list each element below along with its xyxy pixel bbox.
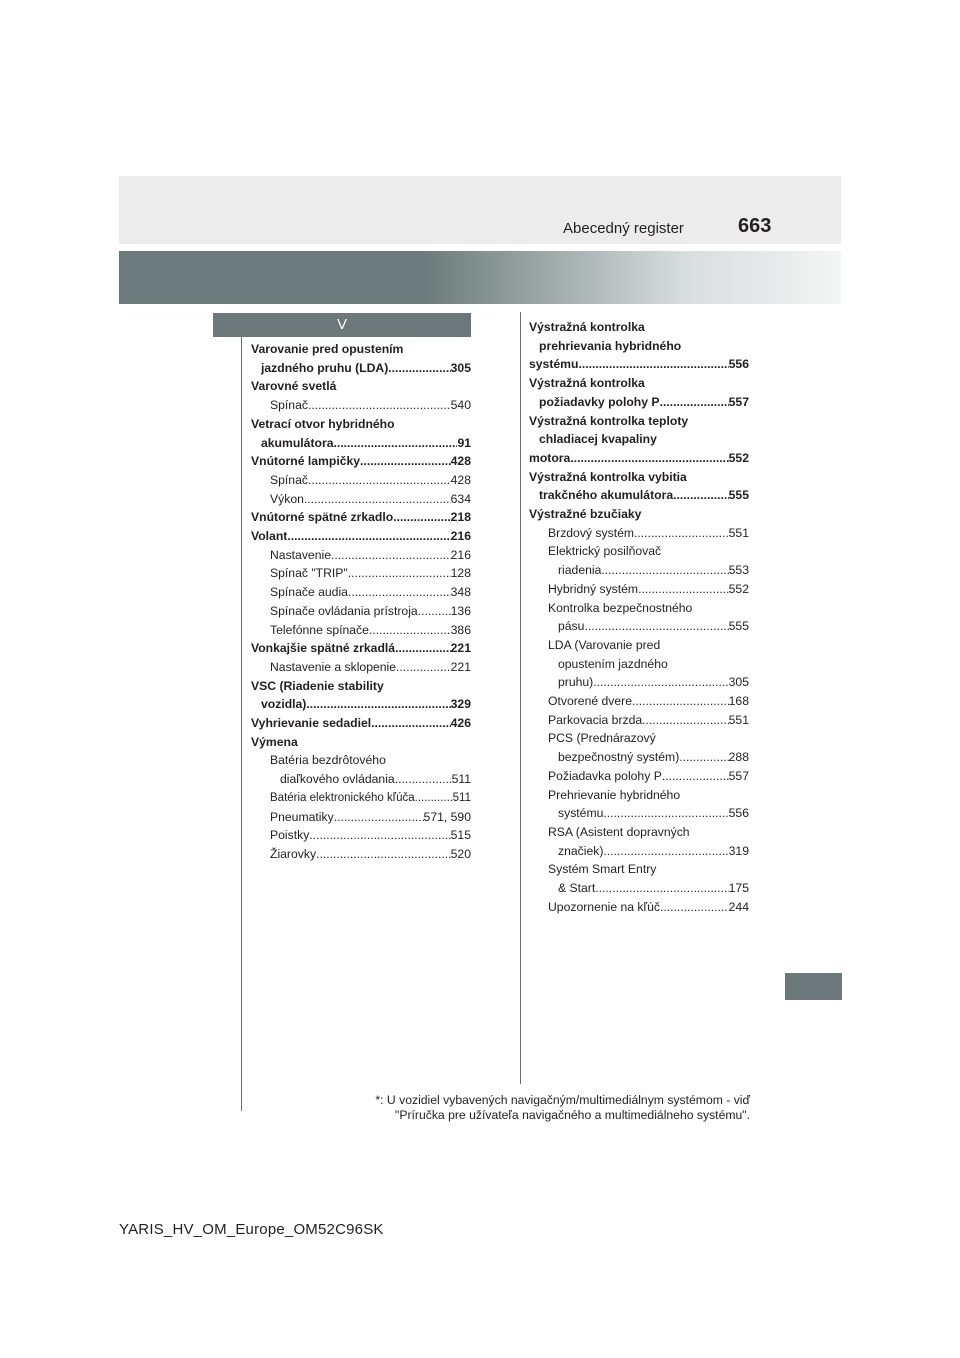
- page-ref: 553: [728, 563, 749, 578]
- entry-text: & Start: [558, 881, 596, 896]
- index-subentry: [251, 658, 471, 677]
- column-divider-middle: [520, 312, 521, 1084]
- page-ref: 168: [728, 694, 749, 709]
- index-entry: [251, 639, 471, 658]
- page-ref: 221: [450, 659, 471, 674]
- entry-text: Žiarovky: [270, 846, 317, 861]
- page-ref: 128: [450, 566, 471, 581]
- index-subentry: [529, 767, 749, 786]
- page-ref: 556: [728, 806, 749, 821]
- index-subentry: [251, 770, 471, 789]
- index-subentry: [529, 748, 749, 767]
- page-ref: 555: [728, 488, 749, 503]
- index-subentry: [529, 898, 749, 917]
- entry-text: systému: [558, 806, 604, 821]
- entry-text: Telefónne spínače: [270, 622, 369, 637]
- entry-text: Spínač: [270, 472, 308, 487]
- index-subentry: [251, 583, 471, 602]
- index-letter-tab: V: [213, 313, 471, 337]
- index-subentry: [529, 804, 749, 823]
- page-ref: 175: [728, 881, 749, 896]
- index-subentry: [251, 808, 471, 827]
- entry-text: systému: [529, 357, 579, 372]
- page-ref: 557: [728, 768, 749, 783]
- page-ref: 305: [450, 360, 471, 375]
- index-subentry: [529, 842, 749, 861]
- entry-text: bezpečnostný systém): [558, 750, 680, 765]
- entry-text: Vyhrievanie sedadiel: [251, 716, 372, 731]
- page-ref: 540: [450, 398, 471, 413]
- index-entry: VSC (Riadenie stability: [251, 678, 384, 693]
- page-ref: 428: [450, 454, 471, 469]
- page-ref: 557: [728, 394, 749, 409]
- index-subentry: [251, 826, 471, 845]
- index-entry: Výstražná kontrolka vybitia: [529, 469, 687, 484]
- entry-text: pruhu): [558, 675, 594, 690]
- index-column-left: [251, 340, 471, 864]
- entry-text: Spínače audia: [270, 585, 348, 600]
- decorative-gradient-band: [119, 251, 841, 304]
- entry-text: Hybridný systém: [548, 581, 639, 596]
- index-subentry: [529, 692, 749, 711]
- index-subentry: opustením jazdného: [558, 656, 668, 671]
- page-ref: 511: [452, 791, 471, 804]
- page-ref: 288: [728, 750, 749, 765]
- section-title: Abecedný register: [563, 220, 684, 237]
- index-entry: Výstražná kontrolka: [529, 320, 645, 334]
- page-ref: 551: [728, 525, 749, 540]
- entry-text: Pneumatiky: [270, 809, 334, 824]
- index-subentry: [529, 617, 749, 636]
- entry-text: Vnútorné lampičky: [251, 454, 361, 469]
- index-subentry: [529, 879, 749, 898]
- column-divider-left: [241, 337, 242, 1111]
- index-subentry: [529, 524, 749, 543]
- index-subentry: [529, 561, 749, 580]
- index-entry: Vetrací otvor hybridného: [251, 416, 395, 431]
- index-entry: Varovné svetlá: [251, 379, 337, 394]
- page-ref: 216: [450, 547, 471, 562]
- entry-text: Spínač: [270, 398, 308, 413]
- index-entry: [251, 508, 471, 527]
- index-entry: [251, 434, 471, 453]
- chapter-side-tab: [785, 973, 842, 1000]
- index-subentry: PCS (Prednárazový: [548, 731, 656, 746]
- index-entry: [251, 527, 471, 546]
- index-subentry: Kontrolka bezpečnostného: [548, 600, 693, 615]
- page-ref: 305: [728, 675, 749, 690]
- page-ref: 426: [450, 716, 471, 731]
- page-ref: 319: [728, 843, 749, 858]
- entry-text: vozidla): [261, 697, 307, 712]
- index-entry: Výstražné bzučiaky: [529, 507, 642, 522]
- entry-text: pásu: [558, 619, 585, 634]
- index-subentry: Prehrievanie hybridného: [548, 787, 681, 802]
- entry-text: riadenia: [558, 563, 602, 578]
- index-entry: [529, 486, 749, 505]
- index-subentry: [251, 396, 471, 415]
- entry-text: požiadavky polohy P: [539, 394, 660, 409]
- page-ref: 556: [728, 357, 749, 372]
- index-subentry: [529, 673, 749, 692]
- page-ref: 515: [450, 828, 471, 843]
- index-entry: prehrievania hybridného: [539, 338, 682, 353]
- index-entry: [529, 355, 749, 374]
- index-entry: [251, 714, 471, 733]
- footnote-line-2: "Príručka pre užívateľa navigačného a multimediálneho systému".: [395, 1108, 750, 1122]
- page-ref: 348: [450, 585, 471, 600]
- entry-text: Spínače ovládania prístroja: [270, 603, 418, 618]
- index-subentry: Systém Smart Entry: [548, 862, 657, 877]
- index-subentry: LDA (Varovanie pred: [548, 637, 661, 652]
- index-subentry: [251, 490, 471, 509]
- page-ref: 552: [728, 581, 749, 596]
- entry-text: Volant: [251, 529, 288, 544]
- entry-text: Parkovacia brzda: [548, 712, 643, 727]
- entry-text: Spínač "TRIP": [270, 566, 348, 581]
- index-entry: Varovanie pred opustením: [251, 342, 404, 356]
- index-subentry: [529, 580, 749, 599]
- entry-text: diaľkového ovládania: [280, 772, 395, 787]
- footnote: [375, 1093, 750, 1123]
- entry-text: Nastavenie: [270, 547, 331, 562]
- entry-text: Nastavenie a sklopenie: [270, 659, 397, 674]
- entry-text: trakčného akumulátora: [539, 488, 674, 503]
- index-column-right: [529, 318, 749, 917]
- entry-text: Vonkajšie spätné zrkadlá: [251, 641, 396, 656]
- index-entry: Výstražná kontrolka: [529, 376, 645, 391]
- page-ref: 634: [450, 491, 471, 506]
- entry-text: Poistky: [270, 828, 310, 843]
- footnote-line-1: *: U vozidiel vybavených navigačným/multimediálnym systémom - viď: [375, 1093, 750, 1107]
- entry-text: Otvorené dvere: [548, 694, 633, 709]
- entry-text: značiek): [558, 843, 604, 858]
- entry-text: motora: [529, 450, 571, 465]
- entry-text: akumulátora: [261, 435, 334, 450]
- index-subentry: Batéria bezdrôtového: [270, 753, 386, 768]
- document-code: YARIS_HV_OM_Europe_OM52C96SK: [119, 1221, 384, 1238]
- entry-text: Batéria elektronického kľúča: [270, 791, 415, 804]
- index-subentry: [251, 564, 471, 583]
- index-subentry: [251, 546, 471, 565]
- index-subentry: [251, 602, 471, 621]
- page-ref: 511: [451, 772, 471, 787]
- entry-text: jazdného pruhu (LDA): [261, 360, 389, 375]
- index-entry: [529, 449, 749, 468]
- index-subentry: RSA (Asistent dopravných: [548, 824, 690, 839]
- index-entry: Výmena: [251, 734, 298, 749]
- page-ref: 221: [450, 641, 471, 656]
- page-ref: 386: [450, 622, 471, 637]
- entry-text: Výkon: [270, 491, 304, 506]
- index-subentry: [251, 845, 471, 864]
- page-ref: 520: [450, 846, 471, 861]
- index-subentry: [251, 471, 471, 490]
- page-ref: 571, 590: [423, 809, 471, 824]
- page-ref: 91: [457, 435, 471, 450]
- page-ref: 552: [728, 450, 749, 465]
- index-subentry: [529, 711, 749, 730]
- page-ref: 555: [728, 619, 749, 634]
- entry-text: Vnútorné spätné zrkadlo: [251, 510, 394, 525]
- index-entry: Výstražná kontrolka teploty: [529, 413, 689, 428]
- entry-text: Požiadavka polohy P: [548, 768, 662, 783]
- entry-text: Upozornenie na kľúč: [548, 899, 660, 914]
- page-ref: 551: [728, 712, 749, 727]
- page-ref: 244: [728, 899, 749, 914]
- entry-text: Brzdový systém: [548, 525, 635, 540]
- index-subentry: [251, 789, 471, 808]
- page-ref: 136: [450, 603, 471, 618]
- page-number: 663: [738, 215, 772, 237]
- index-subentry: Elektrický posilňovač: [548, 544, 662, 559]
- page-ref: 428: [450, 472, 471, 487]
- index-entry: [251, 359, 471, 378]
- index-entry: chladiacej kvapaliny: [539, 432, 657, 447]
- index-subentry: [251, 621, 471, 640]
- page-ref: 329: [450, 697, 471, 712]
- index-entry: [251, 452, 471, 471]
- page-ref: 218: [450, 510, 471, 525]
- index-entry: [251, 695, 471, 714]
- header-band: [119, 176, 841, 244]
- index-entry: [529, 393, 749, 412]
- page-ref: 216: [450, 529, 471, 544]
